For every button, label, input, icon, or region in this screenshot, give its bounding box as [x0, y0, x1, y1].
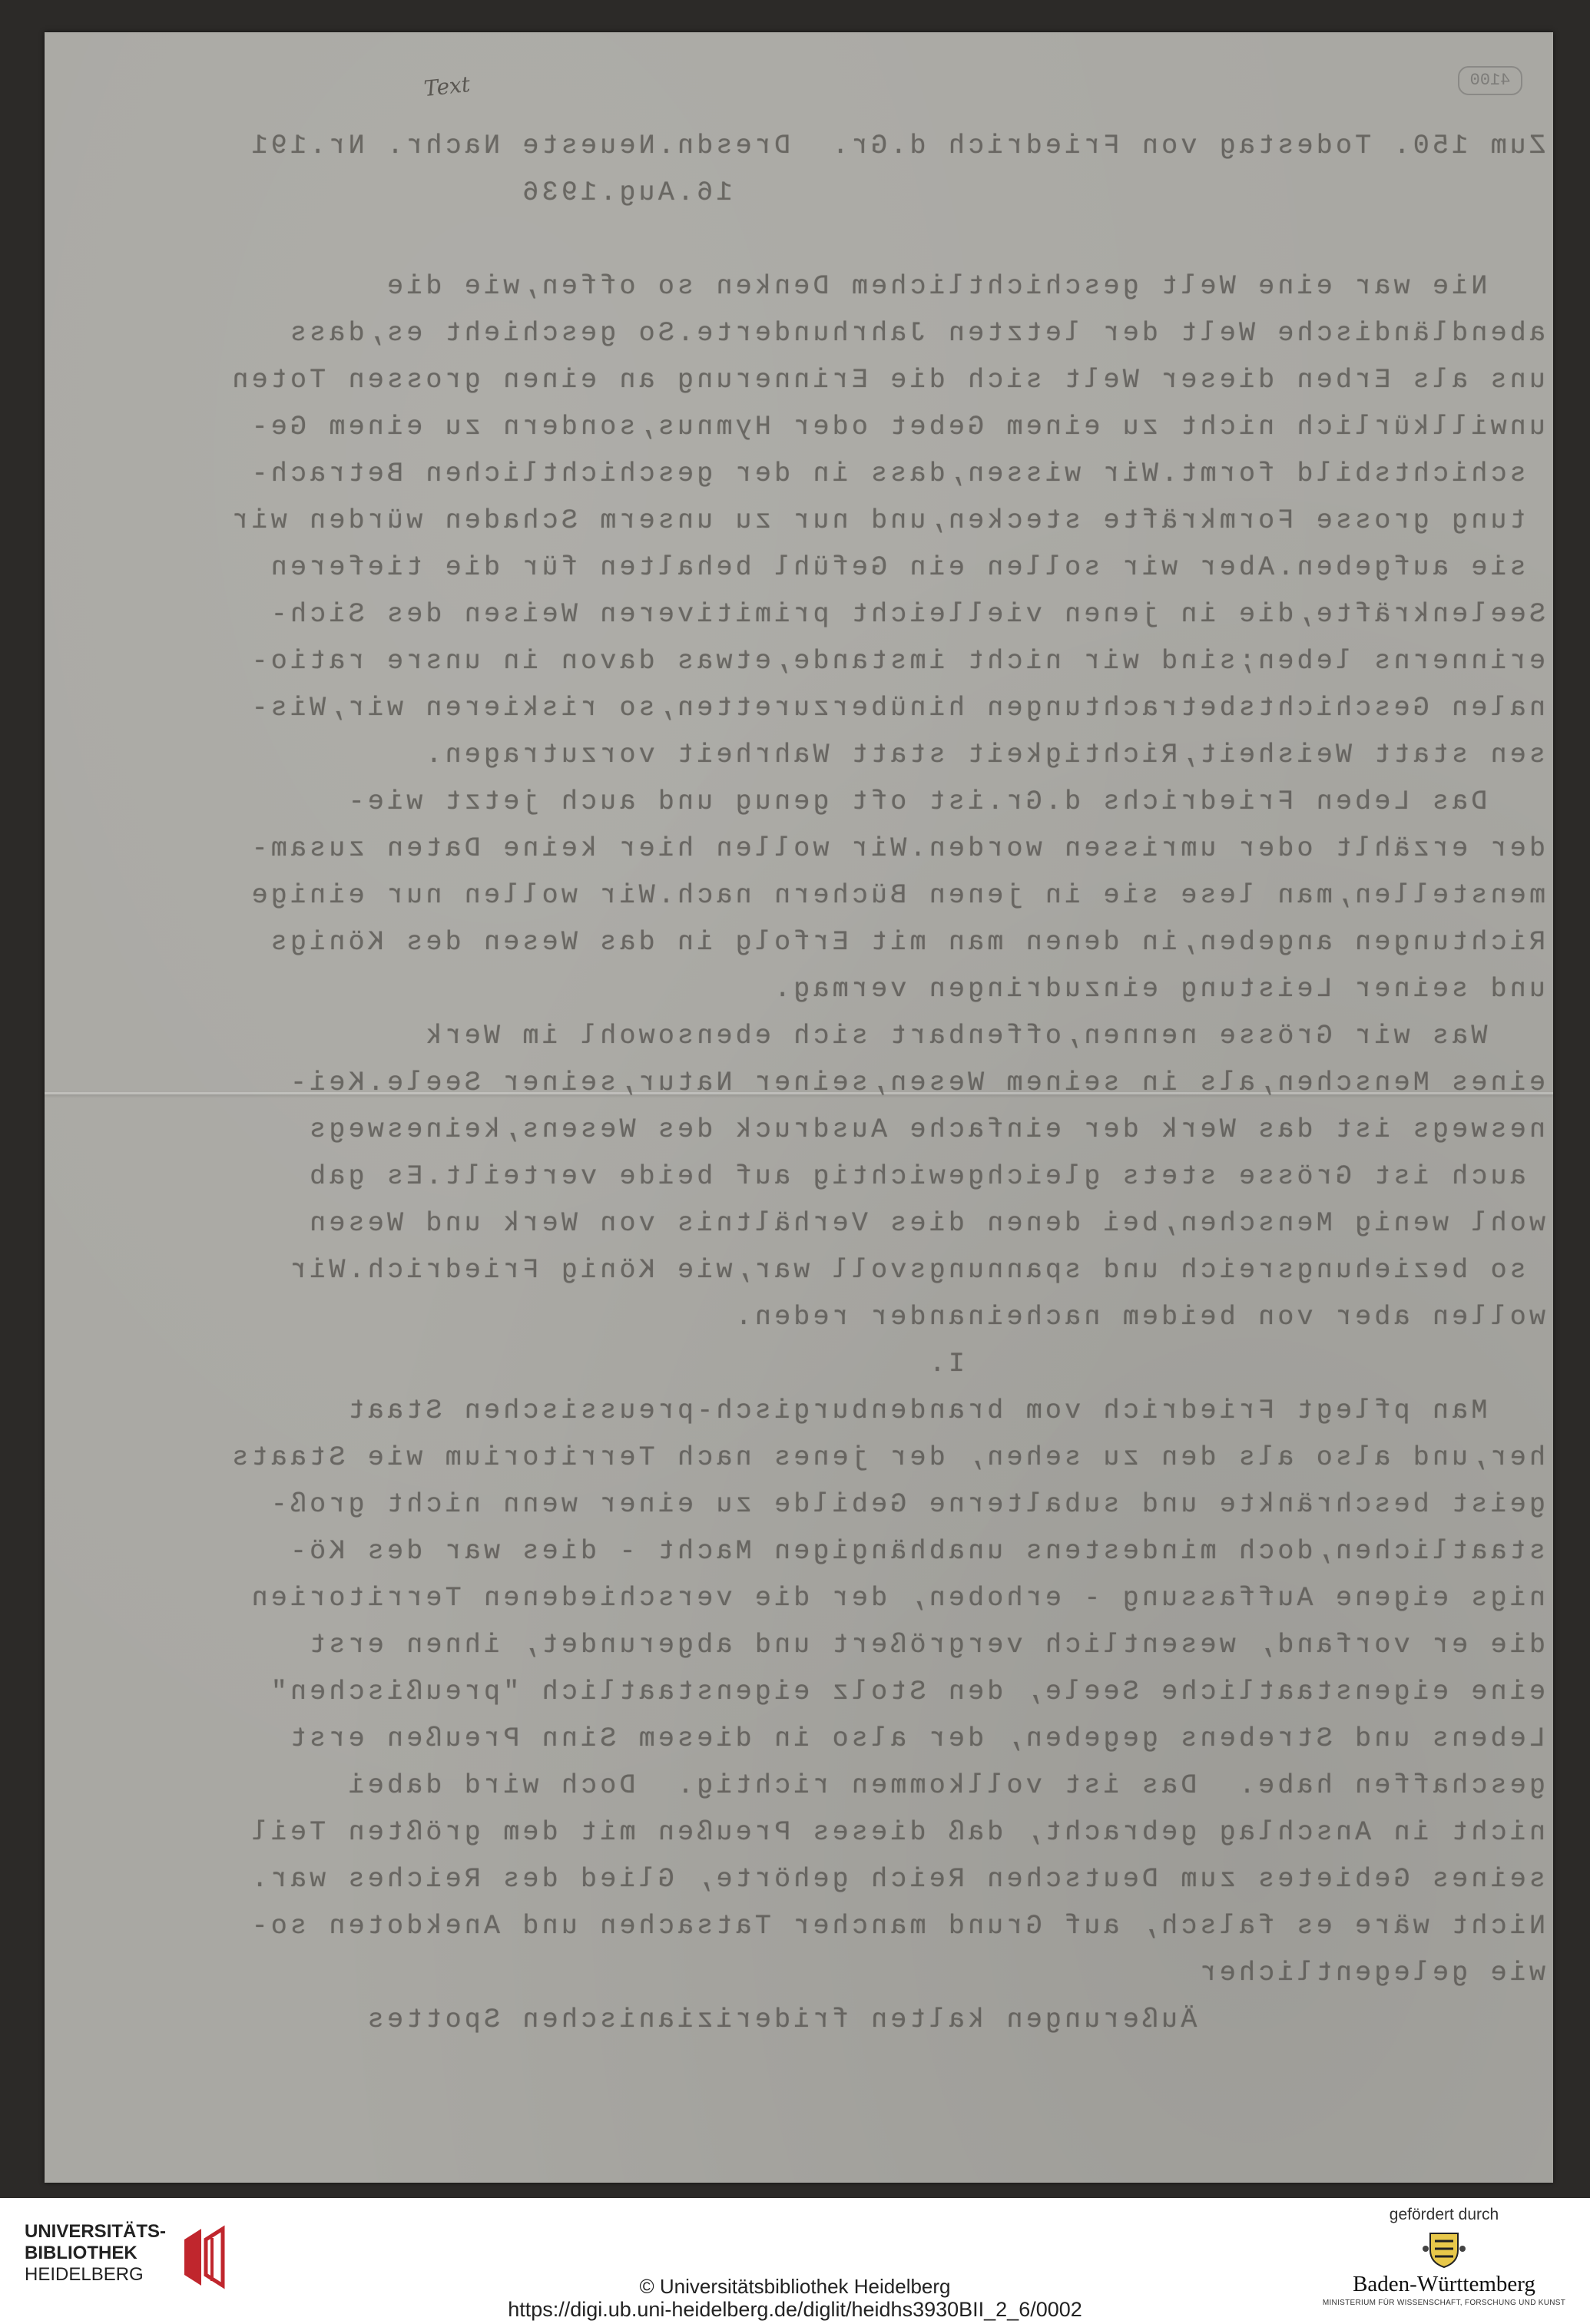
typed-line: staatlichen,doch mindestens unabhängigen Macht - dies war des Kö- — [287, 1536, 1545, 1567]
typed-line: wollen aber von beidem nacheinander reden. — [732, 1302, 1545, 1332]
funded-by-label: gefördert durch — [1389, 2206, 1499, 2223]
permalink[interactable]: https://digi.ub.uni-heidelberg.de/diglit/heidhs3930BII_2_6/0002 — [508, 2298, 1082, 2321]
typed-line: Richtungen angeben,in denen man mit Erfolg in das Wesen des Königs — [267, 927, 1545, 958]
typed-line: nicht in Anschlag gebracht, daß dieses Preußen mit dem größten Teil — [248, 1817, 1545, 1848]
typed-line: auch ist Grösse stets gleichgewichtig auf beide verteilt.Es gab — [306, 1161, 1545, 1192]
typed-line: der erzählt oder umrissen worden.Wir wollen hier keine Daten zusam- — [248, 833, 1545, 864]
typed-line: Man pflegt Friedrich vom brandenburgisch-preussischen Staat — [345, 1395, 1545, 1426]
library-name-line: HEIDELBERG — [25, 2264, 144, 2285]
typed-line: I. — [926, 1349, 1545, 1379]
typed-line: die er vorfand, wesentlich vergrößert und abgerundet, ihnen erst — [306, 1630, 1545, 1660]
typed-line: und seiner Leistung einzudringen vermag. — [770, 974, 1545, 1005]
typed-line: unwillkürlich nicht zu einem Gebet oder Hymnus,sondern zu einem Ge- — [248, 412, 1545, 442]
funding-block — [1306, 2206, 1582, 2307]
library-name-line: BIBLIOTHEK — [25, 2243, 137, 2263]
typed-line: abendländische Welt der letzten Jahrhunderte.So geschieht es,dass — [287, 318, 1545, 349]
typed-line: eine eigenstaatliche Seele, den Stolz eigenstaatlich "preußischen" — [267, 1677, 1545, 1707]
copyright-notice: © Universitätsbibliothek Heidelberg — [639, 2275, 951, 2298]
typed-line: Seelenkräfte,die in jenen vielleicht primitiveren Weisen des Sich- — [267, 599, 1545, 630]
funder-name: Baden-Württemberg — [1353, 2272, 1535, 2296]
typed-line: menstellen,man lese sie in jenen Büchern nach.Wir wollen nur einige — [248, 880, 1545, 911]
archive-stamp: 4100 — [1458, 66, 1522, 95]
typed-line: Was wir Grösse nennen,offenbart sich ebensowohl im Werk — [422, 1021, 1545, 1051]
typed-line: nalen Geschichtsbetrachtungen hinüberzuretten,so riskieren wir,Wis- — [248, 693, 1545, 723]
typed-line: seines Gebietes zum Deutschen Reich gehörte, Glied des Reiches war. — [248, 1864, 1545, 1895]
typewritten-sheet — [45, 32, 1553, 2183]
typed-line: Zum 150. Todestag von Friedrich d.Gr. Dresdn.Neueste Nachr. Nr.191 — [248, 131, 1545, 161]
typed-line: wie gelegentlicher — [1197, 1958, 1545, 1988]
typed-line: so beziehungsreich und spannungsvoll war,wie König Friedrich.Wir — [287, 1255, 1545, 1286]
typed-line: schichtsbild formt.Wir wissen,dass in der geschichtlichen Betrach- — [248, 459, 1545, 489]
typed-line: geschaffen habe. Das ist vollkommen richtig. Doch wird dabei — [345, 1770, 1545, 1801]
library-name-line: UNIVERSITÄTS- — [25, 2221, 167, 2242]
mirrored-text-layer — [45, 32, 1553, 2183]
typed-line: uns als Erben dieser Welt sich die Erinnerung an einen grossen Toten — [229, 365, 1545, 396]
typed-line: neswegs ist das Werk der einfache Ausdruck des Wesens,keineswegs — [306, 1114, 1545, 1145]
typed-line: Lebens und Strebens gegeben, der also in diesem Sinn Preußen erst — [287, 1723, 1545, 1754]
typed-line: sie aufgeben.Aber wir sollen ein Gefühl behalten für die tieferen — [267, 552, 1545, 583]
typed-line: erinnerns leben;sind wir nicht imstande,etwas davon in unsre ratio- — [248, 646, 1545, 677]
typed-line: Das Leben Friedrichs d.Gr.ist oft genug und auch jetzt wie- — [345, 786, 1545, 817]
typed-line: Nie war eine Welt geschichtlichem Denken so offen,wie die — [383, 271, 1545, 302]
typed-line: Äußerungen kalten friderizianischen Spottes — [364, 2005, 1545, 2035]
footer-bar — [0, 2198, 1590, 2324]
typed-line: tung grosse Formkräfte stecken,und nur zu unserm Schaden würden wir — [229, 505, 1545, 536]
funder-ministry: MINISTERIUM FÜR WISSENSCHAFT, FORSCHUNG UND KUNST — [1322, 2299, 1566, 2307]
coat-of-arms-icon — [1423, 2229, 1466, 2269]
typed-line: her,und also als den zu sehen, der jenes nach Territorium wie Staats — [229, 1442, 1545, 1473]
handwritten-note: Text — [422, 71, 472, 102]
typed-line: Nicht wäre es falsch, auf Grund mancher Tatsachen und Anekdoten so- — [248, 1911, 1545, 1942]
typed-line: wohl wenig Menschen,bei denen dies Verhältnis von Werk und Wesen — [306, 1208, 1545, 1239]
typed-line: eines Menschen,als in seinem Wesen,seiner Natur,seiner Seele.Kei- — [287, 1068, 1545, 1098]
typed-line: geist beschränkte und subalterne Gebilde zu einer wenn nicht groß- — [267, 1489, 1545, 1520]
typed-line: nigs eigene Auffassung - erhoben, der die verschiedenen Territorien — [248, 1583, 1545, 1614]
typed-line: sen statt Weisheit,Richtigkeit statt Wahrheit vorzutragen. — [422, 740, 1545, 770]
typed-line: 16.Aug.1936 — [519, 177, 1545, 208]
